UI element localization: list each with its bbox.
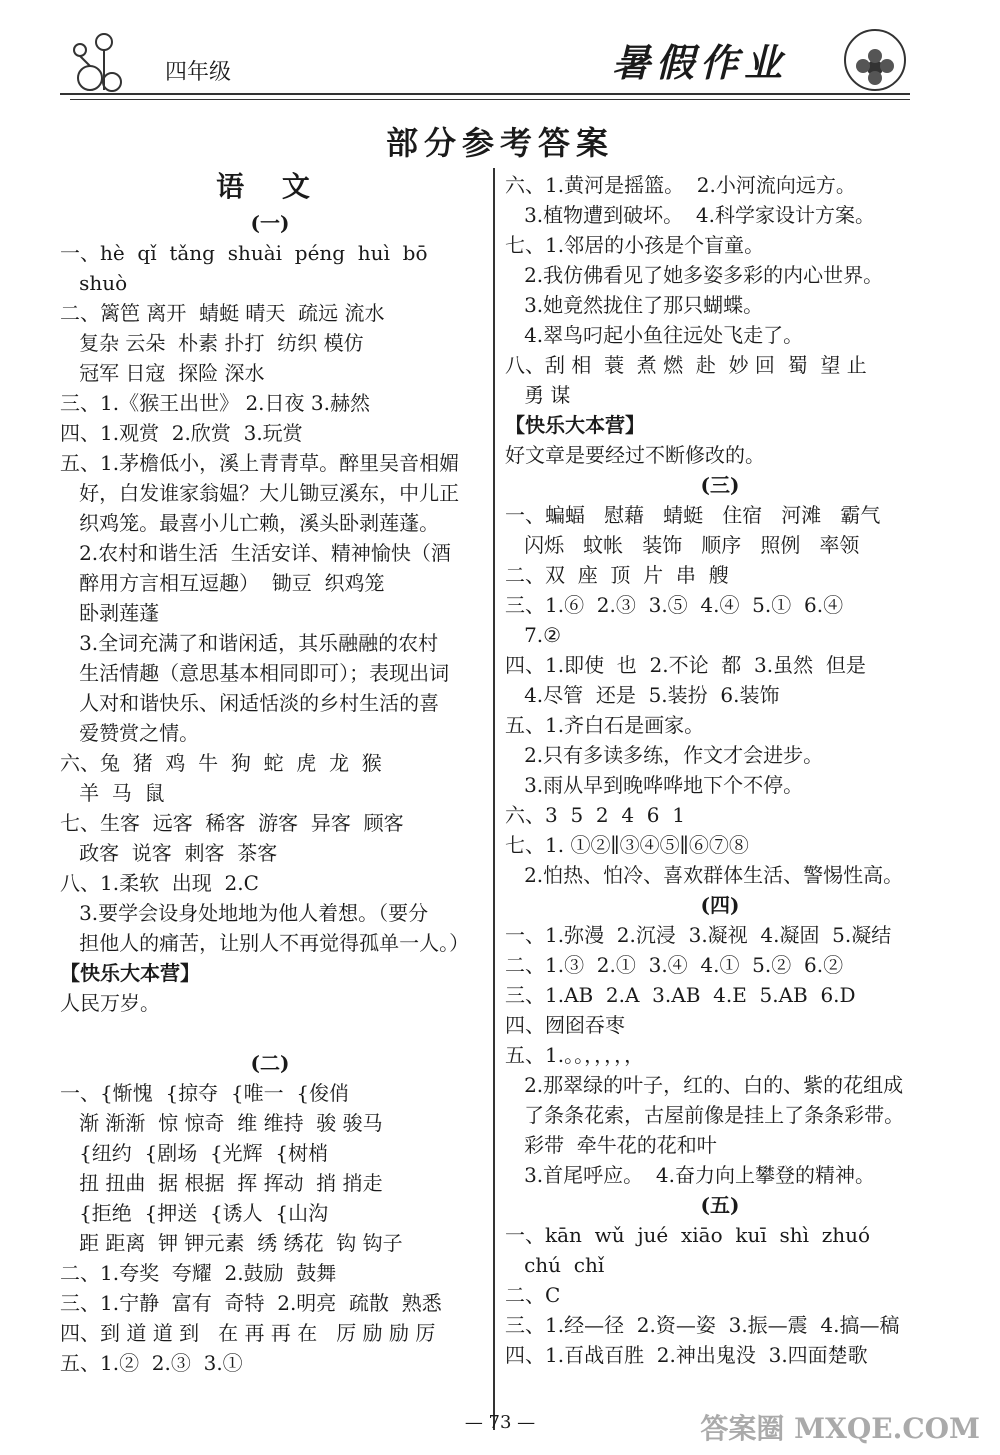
left-answer-line: 生活情趣（意思基本相同即可）；表现出词 bbox=[60, 661, 450, 685]
left-answer-line: 复杂 云朵 朴素 扑打 纺织 模仿 bbox=[60, 331, 364, 355]
page-header bbox=[0, 0, 1000, 110]
left-answer-line: (二) bbox=[250, 1051, 290, 1075]
flower-decoration-icon bbox=[60, 20, 150, 98]
right-answer-line: 七、1.邻居的小孩是个盲童。 bbox=[505, 233, 765, 257]
right-answer-line: chú chǐ bbox=[505, 1253, 605, 1277]
left-answer-line: 五、1.茅檐低小，溪上青青草。醉里吴音相媚 bbox=[60, 451, 460, 475]
right-answer-line: 一、kān wǔ jué xiāo kuī shì zhuó bbox=[505, 1223, 871, 1247]
right-answer-line: 五、1.齐白石是画家。 bbox=[505, 713, 705, 737]
right-answer-line: (五) bbox=[700, 1193, 740, 1217]
right-answer-line: 三、1.AB 2.A 3.AB 4.E 5.AB 6.D bbox=[505, 983, 856, 1007]
header-rule-thin bbox=[70, 99, 910, 100]
left-answer-line: 一、hè qǐ tǎng shuài péng huì bō bbox=[60, 241, 428, 265]
left-answer-line: 担他人的痛苦，让别人不再觉得孤单一人。） bbox=[60, 931, 470, 955]
left-answer-line: 七、生客 远客 稀客 游客 异客 顾客 bbox=[60, 811, 404, 835]
right-answer-line: 勇 谋 bbox=[505, 383, 571, 407]
right-column bbox=[505, 170, 935, 1370]
left-column bbox=[60, 170, 480, 1378]
left-answer-line: shuò bbox=[60, 271, 128, 295]
left-answer-line: 四、1.观赏 2.欣赏 3.玩赏 bbox=[60, 421, 303, 445]
right-answer-line: 六、1.黄河是摇篮。 2.小河流向远方。 bbox=[505, 173, 856, 197]
left-answer-line: 政客 说客 刺客 茶客 bbox=[60, 841, 278, 865]
right-answer-line: 闪烁 蚊帐 装饰 顺序 照例 率领 bbox=[505, 533, 860, 557]
right-answer-line: 四、1.即使 也 2.不论 都 3.虽然 但是 bbox=[505, 653, 866, 677]
bee-flower-icon bbox=[830, 18, 920, 98]
left-answer-line: 醉用方言相互逗趣） 锄豆 织鸡笼 bbox=[60, 571, 385, 595]
right-answer-line: 2.那翠绿的叶子，红的、白的、紫的花组成 bbox=[505, 1073, 904, 1097]
right-answer-line: 二、双 座 顶 片 串 艘 bbox=[505, 563, 729, 587]
right-answer-line: 7.② bbox=[505, 623, 562, 647]
right-answer-line: 三、1.经—径 2.资—姿 3.振—震 4.搞—稿 bbox=[505, 1313, 900, 1337]
right-answer-line: 3.雨从早到晚哗哗地下个不停。 bbox=[505, 773, 804, 797]
right-answer-line: (三) bbox=[700, 473, 740, 497]
left-answer-line: 二、篱笆 离开 蜻蜓 晴天 疏远 流水 bbox=[60, 301, 385, 325]
right-answer-line: 三、1.⑥ 2.③ 3.⑤ 4.④ 5.① 6.④ bbox=[505, 593, 844, 617]
right-answer-line: 4.翠鸟叼起小鱼往远处飞走了。 bbox=[505, 323, 804, 347]
right-answer-line: 4.尽管 还是 5.装扮 6.装饰 bbox=[505, 683, 780, 707]
right-answer-line: (四) bbox=[700, 893, 740, 917]
left-answer-line: 扭 扭曲 据 根据 挥 挥动 捎 捎走 bbox=[60, 1171, 383, 1195]
left-answer-line: 八、1.柔软 出现 2.C bbox=[60, 871, 259, 895]
left-answer-line: 渐 渐渐 惊 惊奇 维 维持 骏 骏马 bbox=[60, 1111, 383, 1135]
left-answer-line: 冠军 日寇 探险 深水 bbox=[60, 361, 265, 385]
right-answer-line: 3.植物遭到破坏。 4.科学家设计方案。 bbox=[505, 203, 875, 227]
right-answer-line: 四、囫囵吞枣 bbox=[505, 1013, 625, 1037]
right-answer-line: 彩带 牵牛花的花和叶 bbox=[505, 1133, 717, 1157]
left-answer-line: 三、1.宁静 富有 奇特 2.明亮 疏散 熟悉 bbox=[60, 1291, 442, 1315]
right-answer-line: 3.首尾呼应。 4.奋力向上攀登的精神。 bbox=[505, 1163, 875, 1187]
left-answer-line: 三、1.《猴王出世》 2.日夜 3.赫然 bbox=[60, 391, 370, 415]
left-answer-line: 语 文 bbox=[216, 170, 324, 203]
left-answer-line: {拒绝 {押送 {诱人 {山沟 bbox=[60, 1201, 329, 1225]
right-answer-line: 二、1.③ 2.① 3.④ 4.① 5.② 6.② bbox=[505, 953, 844, 977]
left-answer-line: 六、兔 猪 鸡 牛 狗 蛇 虎 龙 猴 bbox=[60, 751, 382, 775]
right-answer-line: 【快乐大本营】 bbox=[505, 413, 645, 437]
right-answer-line: 好文章是要经过不断修改的。 bbox=[505, 443, 765, 467]
right-answer-line: 一、蝙蝠 慰藉 蜻蜓 住宿 河滩 霸气 bbox=[505, 503, 881, 527]
left-answer-line: 3.全词充满了和谐闲适，其乐融融的农村 bbox=[60, 631, 439, 655]
header-rule bbox=[70, 93, 910, 95]
watermark-logo bbox=[700, 1407, 980, 1447]
left-answer-line: {纽约 {剧场 {光辉 {树梢 bbox=[60, 1141, 329, 1165]
right-answer-line: 一、1.弥漫 2.沉浸 3.凝视 4.凝固 5.凝结 bbox=[505, 923, 892, 947]
right-answer-line: 2.我仿佛看见了她多姿多彩的内心世界。 bbox=[505, 263, 884, 287]
left-answer-line: (一) bbox=[250, 211, 290, 235]
grade-label: 四年级 bbox=[165, 60, 232, 85]
left-answer-line: 3.要学会设身处地地为他人着想。（要分 bbox=[60, 901, 429, 925]
left-answer-line: 四、到 道 道 到 在 再 再 在 厉 励 励 厉 bbox=[60, 1321, 436, 1345]
left-answer-line: 织鸡笼。最喜小儿亡赖，溪头卧剥莲蓬。 bbox=[60, 511, 440, 535]
right-answer-line: 2.怕热、怕冷、喜欢群体生活、警惕性高。 bbox=[505, 863, 904, 887]
left-answer-line: 2.农村和谐生活 生活安详、精神愉快（酒 bbox=[60, 541, 451, 565]
right-answer-line: 2.只有多读多练，作文才会进步。 bbox=[505, 743, 824, 767]
left-answer-line: 距 距离 钾 钾元素 绣 绣花 钩 钩子 bbox=[60, 1231, 403, 1255]
left-answer-line bbox=[60, 1018, 480, 1048]
column-divider bbox=[493, 168, 495, 1430]
right-answer-line: 七、1. ①②∥③④⑤∥⑥⑦⑧ bbox=[505, 833, 749, 857]
left-answer-line: 好，白发谁家翁媪？大儿锄豆溪东，中儿正 bbox=[60, 481, 460, 505]
right-answer-line: 八、刮 相 蓑 煮 燃 赴 妙 回 蜀 望 止 bbox=[505, 353, 867, 377]
right-answer-line: 六、3 5 2 4 6 1 bbox=[505, 803, 685, 827]
right-answer-line: 四、1.百战百胜 2.神出鬼没 3.四面楚歌 bbox=[505, 1343, 868, 1367]
page-number: — 73 — bbox=[464, 1412, 536, 1433]
left-answer-line: 卧剥莲蓬 bbox=[60, 601, 160, 625]
watermark-text: 答案圈 MXQE.COM bbox=[700, 1412, 980, 1445]
left-answer-line: 【快乐大本营】 bbox=[60, 961, 200, 985]
left-answer-line: 爱赞赏之情。 bbox=[60, 721, 200, 745]
right-answer-line: 3.她竟然拢住了那只蝴蝶。 bbox=[505, 293, 764, 317]
left-answer-line: 五、1.② 2.③ 3.① bbox=[60, 1351, 243, 1375]
left-answer-line: 一、{惭愧 {掠夺 {唯一 {俊俏 bbox=[60, 1081, 350, 1105]
left-answer-line: 二、1.夸奖 夸耀 2.鼓励 鼓舞 bbox=[60, 1261, 337, 1285]
right-answer-line: 五、1.。。，，，，， bbox=[505, 1043, 645, 1067]
right-answer-line: 了条条花索，古屋前像是挂上了条条彩带。 bbox=[505, 1103, 905, 1127]
page-title: 部分参考答案 bbox=[385, 124, 614, 162]
left-answer-line: 人民万岁。 bbox=[60, 991, 160, 1015]
brand-title: 暑假作业 bbox=[612, 40, 789, 85]
right-answer-line: 二、C bbox=[505, 1283, 561, 1307]
left-answer-line: 羊 马 鼠 bbox=[60, 781, 165, 805]
left-answer-line: 人对和谐快乐、闲适恬淡的乡村生活的喜 bbox=[60, 691, 440, 715]
